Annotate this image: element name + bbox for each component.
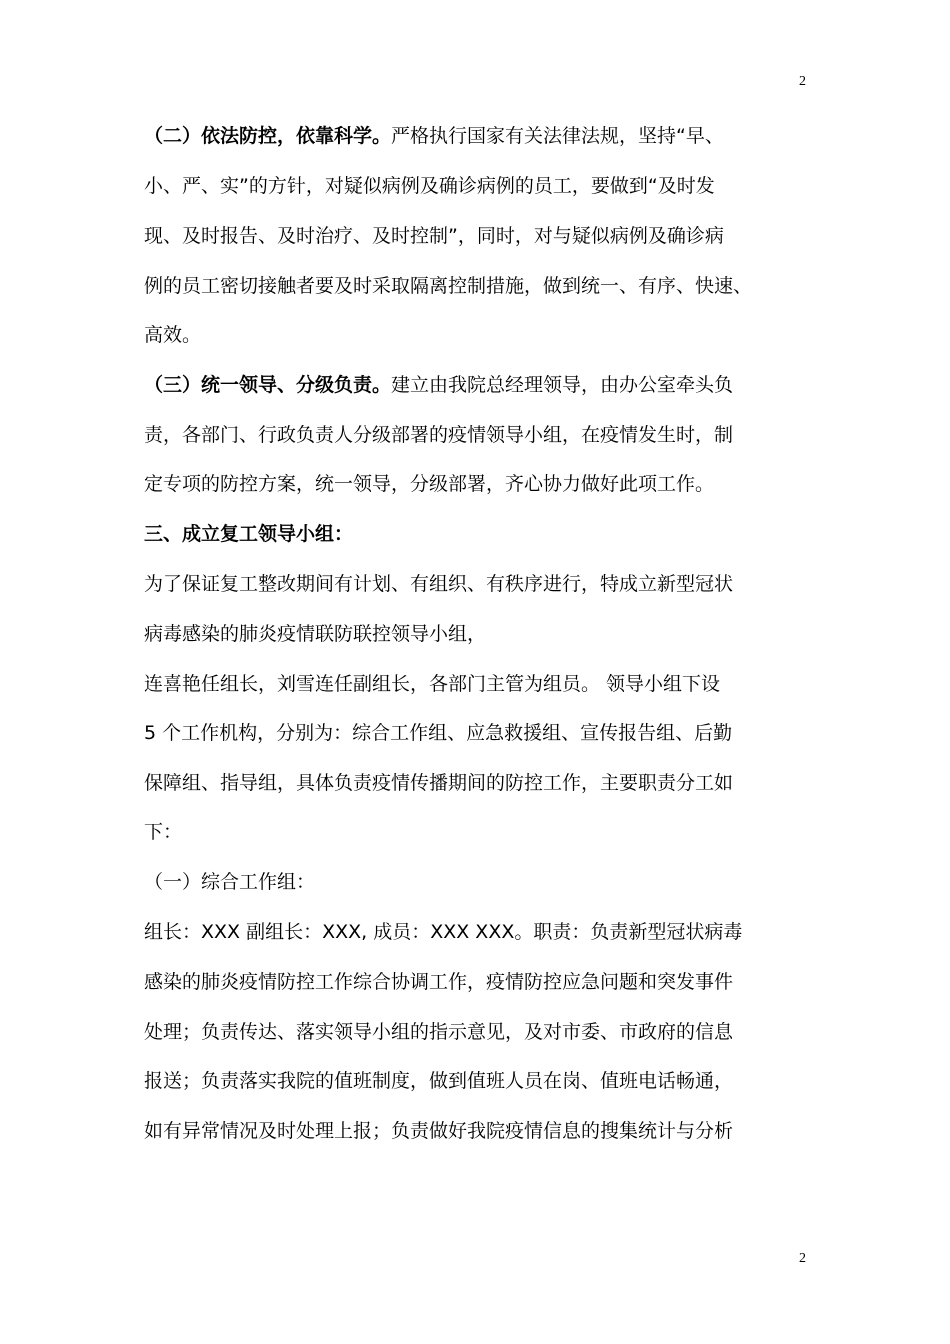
paragraph-line: 责，各部门、行政负责人分级部署的疫情领导小组，在疫情发生时，制 bbox=[144, 424, 734, 446]
paragraph-line bbox=[144, 373, 806, 397]
paragraph-line: 5 个工作机构，分别为：综合工作组、应急救援组、宣传报告组、后勤 bbox=[144, 722, 733, 744]
section-title: 三、成立复工领导小组： bbox=[144, 523, 354, 545]
page-number-header: 2 bbox=[799, 74, 806, 89]
paragraph-line: 处理；负责传达、落实领导小组的指示意见，及对市委、市政府的信息 bbox=[144, 1021, 734, 1043]
paragraph-line: 为了保证复工整改期间有计划、有组织、有秩序进行，特成立新型冠状 bbox=[144, 573, 734, 595]
paragraph-line: 小、严、实”的方针，对疑似病例及确诊病例的员工，要做到“及时发 bbox=[144, 175, 715, 197]
paragraph-text: 建立由我院总经理领导，由办公室牵头负 bbox=[391, 374, 734, 396]
paragraph-line: 病毒感染的肺炎疫情联防联控领导小组， bbox=[144, 623, 487, 645]
paragraph-line: 高效。 bbox=[144, 324, 202, 346]
paragraph-line: 连喜艳任组长，刘雪连任副组长，各部门主管为组员。 领导小组下设 bbox=[144, 673, 721, 695]
section-heading: （三）统一领导、分级负责。 bbox=[144, 374, 392, 396]
paragraph-line: 现、及时报告、及时治疗、及时控制”，同时，对与疑似病例及确诊病 bbox=[144, 225, 724, 247]
section-heading: （二）依法防控，依靠科学。 bbox=[144, 125, 392, 147]
paragraph-line: 感染的肺炎疫情防控工作综合协调工作，疫情防控应急问题和突发事件 bbox=[144, 971, 734, 993]
paragraph-line: 组长：XXX 副组长：XXX, 成员：XXX XXX。职责：负责新型冠状病毒 bbox=[144, 921, 743, 943]
paragraph-line: 保障组、指导组，具体负责疫情传播期间的防控工作，主要职责分工如 bbox=[144, 772, 734, 794]
page-number-footer: 2 bbox=[799, 1251, 806, 1266]
paragraph-line: 如有异常情况及时处理上报；负责做好我院疫情信息的搜集统计与分析 bbox=[144, 1120, 734, 1142]
paragraph-line: 报送；负责落实我院的值班制度，做到值班人员在岗、值班电话畅通， bbox=[144, 1070, 734, 1092]
paragraph-line bbox=[144, 124, 806, 148]
subsection-title: （一）综合工作组： bbox=[144, 871, 316, 893]
paragraph-text: 严格执行国家有关法律法规，坚持“早、 bbox=[391, 125, 724, 147]
paragraph-line: 例的员工密切接触者要及时采取隔离控制措施，做到统一、有序、快速、 bbox=[144, 275, 753, 297]
paragraph-line: 定专项的防控方案，统一领导，分级部署，齐心协力做好此项工作。 bbox=[144, 473, 715, 495]
paragraph-line: 下： bbox=[144, 821, 183, 843]
